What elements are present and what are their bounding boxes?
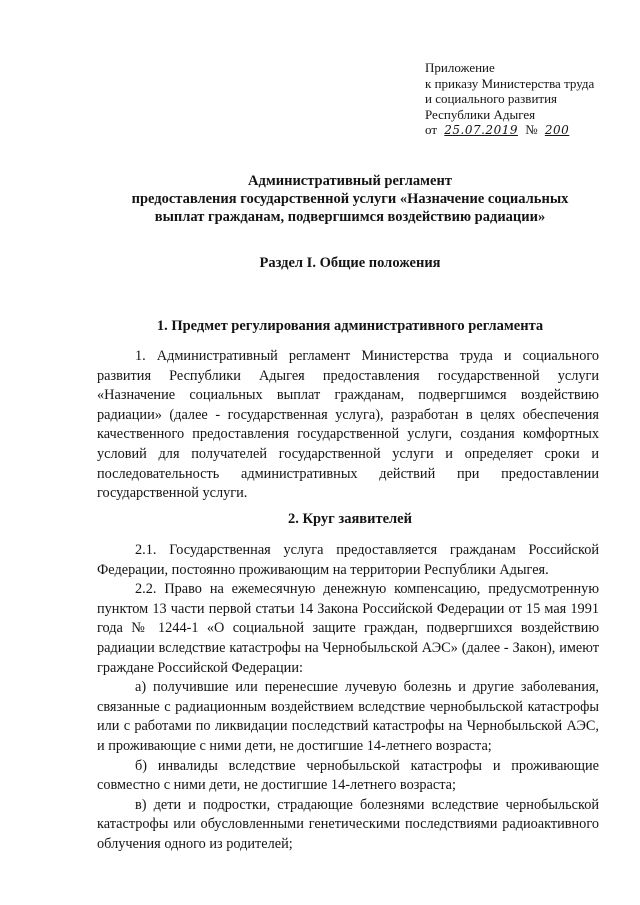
body-block-2 xyxy=(97,541,599,855)
paragraph: 2.1. Государственная услуга предоставляется гражданам Российской Федерации, постоянно проживающим на территории Республики Адыгея. xyxy=(97,542,599,578)
title-line: предоставления государственной услуги «Назначение социальных xyxy=(131,191,569,207)
subsection-heading: 1. Предмет регулирования административного регламента xyxy=(156,318,544,334)
body-block-1 xyxy=(97,347,599,504)
appendix-header xyxy=(425,60,594,139)
title-line: Административный регламент xyxy=(248,173,452,189)
subsection-heading: 2. Круг заявителей xyxy=(288,511,412,527)
date-prefix: от xyxy=(425,122,438,137)
appendix-line: Республики Адыгея xyxy=(425,106,536,122)
appendix-date-line xyxy=(425,122,594,139)
list-item: в) дети и подростки, страдающие болезнями вследствие чернобыльской катастрофы или обусловленными генетическими последствиями радиоактивного облучения одного из родителей; xyxy=(97,796,599,852)
appendix-line: и социального развития xyxy=(425,91,558,106)
list-item: а) получившие или перенесшие лучевую болезнь и другие заболевания, связанные с радиационным воздействием вследствие чернобыльской катастрофы или с работами по ликвидации последствий катастрофы на Чернобыльской АЭС, и проживающие с ними дети, не достигшие 14-летнего возраста; xyxy=(97,679,599,754)
document-title xyxy=(60,172,640,226)
number-prefix: № xyxy=(525,122,538,137)
handwritten-number: 200 xyxy=(544,123,570,137)
section-heading: Раздел I. Общие положения xyxy=(259,255,441,271)
paragraph: 2.2. Право на ежемесячную денежную компенсацию, предусмотренную пунктом 13 части первой статьи 14 Закона Российской Федерации от 15 мая 1991 года № 1244-1 «О социальной защите граждан, подвергшихся воздействию радиации вследствие катастрофы на Чернобыльской АЭС» (далее - Закон), имеют граждане Российской Федерации: xyxy=(97,581,599,676)
list-item: б) инвалиды вследствие чернобыльской катастрофы и проживающие совместно с ними дети, не достигшие 14-летнего возраста; xyxy=(97,757,599,794)
title-line: выплат гражданам, подвергшимся воздействию радиации» xyxy=(154,209,546,225)
appendix-line: к приказу Министерства труда xyxy=(425,75,595,91)
handwritten-date: 25.07.2019 xyxy=(444,123,518,137)
appendix-line: Приложение xyxy=(425,60,495,75)
paragraph: 1. Административный регламент Министерства труда и социального развития Республики Адыгея предоставления государственной услуги «Назначение социальных выплат гражданам, подвергшимся воздействию радиации» (далее - государственная услуга), разработан в целях обеспечения качественного предоставления государственной услуги, создания комфортных условий для получателей государственной услуги и определяет сроки и последовательность административных действий при предоставлении государственной услуги. xyxy=(97,348,599,502)
